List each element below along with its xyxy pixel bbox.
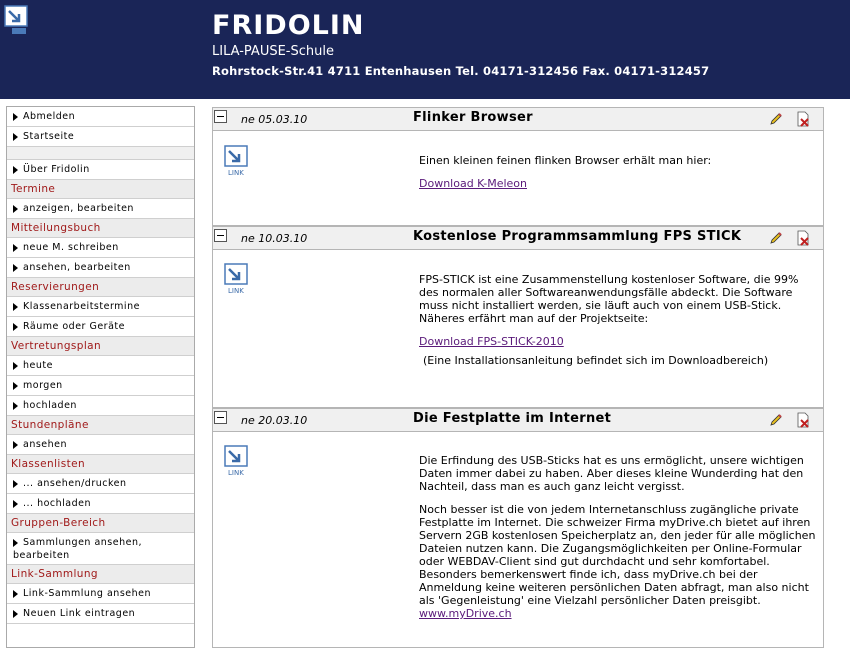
nav-sammlungen[interactable]: Sammlungen ansehen, bearbeiten	[7, 533, 194, 565]
arrow-right-icon	[13, 441, 18, 449]
download-link[interactable]: Download K-Meleon	[419, 177, 527, 190]
nav-ueber-fridolin[interactable]: Über Fridolin	[7, 160, 194, 180]
external-link[interactable]: www.myDrive.ch	[419, 607, 512, 620]
arrow-right-icon	[13, 382, 18, 390]
svg-text:LINK: LINK	[228, 469, 244, 477]
nav-heading-vertretungsplan: Vertretungsplan	[7, 337, 194, 356]
article-paragraph: FPS-STICK ist eine Zusammenstellung kostenloser Software, die 99% des normalen aller Softwareanwendungsfälle abdeckt. Die Software muss nicht installiert werden, sie läuft auch von einem USB-Stick. Näheres erfährt man auf der Projektseite:	[419, 273, 799, 325]
arrow-right-icon	[13, 480, 18, 488]
arrow-right-icon	[13, 362, 18, 370]
article-date: ne 10.03.10	[241, 232, 308, 245]
nav-klassenarbeitstermine[interactable]: Klassenarbeitstermine	[7, 297, 194, 317]
download-link[interactable]: Download FPS-STICK-2010	[419, 335, 564, 348]
article-body	[419, 273, 814, 377]
nav-link-eintragen[interactable]: Neuen Link eintragen	[7, 604, 194, 624]
article-body	[419, 154, 819, 190]
nav-mitteilung-schreiben[interactable]: neue M. schreiben	[7, 238, 194, 258]
arrow-right-icon	[13, 500, 18, 508]
nav-stundenplaene-ansehen[interactable]: ansehen	[7, 435, 194, 455]
link-icon[interactable]	[224, 263, 252, 295]
collapse-minus-icon[interactable]	[214, 411, 227, 424]
arrow-right-icon	[13, 113, 18, 121]
article-paragraph: Einen kleinen feinen flinken Browser erhält man hier:	[419, 154, 712, 167]
arrow-right-icon	[13, 244, 18, 252]
nav-abmelden[interactable]: Abmelden	[7, 107, 194, 127]
arrow-right-icon	[13, 590, 18, 598]
delete-icon[interactable]	[795, 111, 811, 127]
nav-heading-mitteilungsbuch: Mitteilungsbuch	[7, 219, 194, 238]
nav-heading-termine: Termine	[7, 180, 194, 199]
nav-heading-link-sammlung: Link-Sammlung	[7, 565, 194, 584]
collapse-minus-icon[interactable]	[214, 229, 227, 242]
nav-mitteilung-ansehen[interactable]: ansehen, bearbeiten	[7, 258, 194, 278]
nav-klassenlisten-drucken[interactable]: ... ansehen/drucken	[7, 474, 194, 494]
arrow-right-icon	[13, 402, 18, 410]
article-date: ne 20.03.10	[241, 414, 308, 427]
sidebar-nav	[6, 106, 195, 648]
article-header	[213, 108, 823, 131]
article-card	[212, 226, 824, 408]
pencil-icon[interactable]	[768, 412, 784, 428]
article-title: Flinker Browser	[413, 110, 533, 125]
nav-vertretung-heute[interactable]: heute	[7, 356, 194, 376]
nav-startseite[interactable]: Startseite	[7, 127, 194, 147]
pencil-icon[interactable]	[768, 230, 784, 246]
arrow-right-icon	[13, 323, 18, 331]
nav-heading-stundenplaene: Stundenpläne	[7, 416, 194, 435]
article-title: Die Festplatte im Internet	[413, 411, 612, 426]
collapse-minus-icon[interactable]	[214, 110, 227, 123]
link-icon[interactable]	[224, 445, 252, 477]
nav-termine-anzeigen[interactable]: anzeigen, bearbeiten	[7, 199, 194, 219]
article-header	[213, 227, 823, 250]
article-note: (Eine Installationsanleitung befindet sich im Downloadbereich)	[423, 354, 769, 367]
arrow-right-icon	[13, 205, 18, 213]
nav-vertretung-hochladen[interactable]: hochladen	[7, 396, 194, 416]
article-paragraph: Noch besser ist die von jedem Internetanschluss zugängliche private Festplatte im Internet. Die schweizer Firma myDrive.ch bietet auf ihren Servern 2GB kostenlosen Speicherplatz an, den jeder für alle möglichen Dateien nutzen kann. Die Zugangsmöglichkeiten per Online-Formular oder WEBDAV-Client sind gut durchdacht und sehr komfortabel. Besonders bemerkenswert finde ich, dass myDrive.ch bei der Anmeldung keine weiteren persönlichen Daten abfragt, man also nicht als 'Gegenleistung' eine Vielzahl persönlicher Daten preisgibt. www.myDrive.ch	[419, 503, 816, 620]
arrow-right-icon	[13, 133, 18, 141]
article-title: Kostenlose Programmsammlung FPS STICK	[413, 229, 742, 244]
nav-vertretung-morgen[interactable]: morgen	[7, 376, 194, 396]
arrow-right-icon	[13, 264, 18, 272]
nav-raeume-geraete[interactable]: Räume oder Geräte	[7, 317, 194, 337]
arrow-right-icon	[13, 303, 18, 311]
nav-klassenlisten-hochladen[interactable]: ... hochladen	[7, 494, 194, 514]
school-address: Rohrstock-Str.41 4711 Entenhausen Tel. 04171-312456 Fax. 04171-312457	[212, 64, 710, 78]
arrow-right-icon	[13, 166, 18, 174]
nav-heading-klassenlisten: Klassenlisten	[7, 455, 194, 474]
school-name: LILA-PAUSE-Schule	[212, 44, 334, 59]
article-card	[212, 408, 824, 648]
article-card	[212, 107, 824, 226]
arrow-right-icon	[13, 610, 18, 618]
delete-icon[interactable]	[795, 412, 811, 428]
nav-heading-reservierungen: Reservierungen	[7, 278, 194, 297]
delete-icon[interactable]	[795, 230, 811, 246]
nav-spacer	[7, 147, 194, 160]
article-header	[213, 409, 823, 432]
link-logo-icon[interactable]	[4, 5, 32, 35]
page-header	[0, 0, 850, 99]
article-body	[419, 454, 819, 630]
pencil-icon[interactable]	[768, 111, 784, 127]
arrow-right-icon	[13, 539, 18, 547]
svg-text:LINK: LINK	[228, 287, 244, 295]
nav-link-sammlung-ansehen[interactable]: Link-Sammlung ansehen	[7, 584, 194, 604]
link-icon[interactable]	[224, 145, 252, 177]
nav-heading-gruppen: Gruppen-Bereich	[7, 514, 194, 533]
site-title: FRIDOLIN	[212, 10, 365, 41]
article-date: ne 05.03.10	[241, 113, 308, 126]
svg-text:LINK: LINK	[228, 169, 244, 177]
article-paragraph: Die Erfindung des USB-Sticks hat es uns ermöglicht, unsere wichtigen Daten immer dabei zu haben. Aber dieses kleine Wunderding hat den Nachteil, dass man es auch ganz leicht vergisst.	[419, 454, 804, 493]
